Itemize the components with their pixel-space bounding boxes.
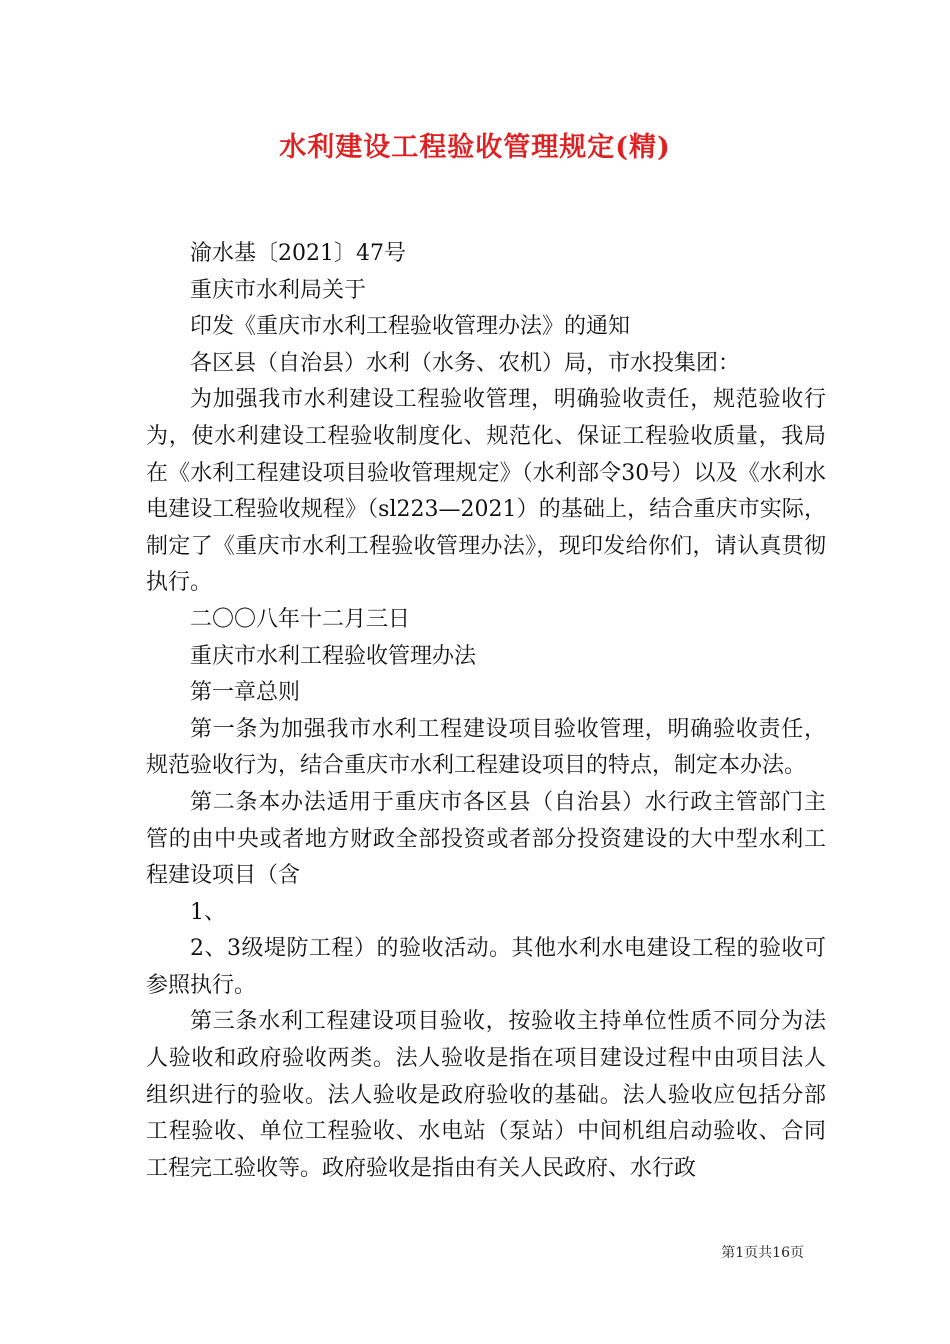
document-number: 渝水基〔2021〕47号 bbox=[190, 241, 406, 266]
notice-title: 印发《重庆市水利工程验收管理办法》的通知 bbox=[190, 314, 631, 340]
article-paragraph: 第三条水利工程建设项目验收，按验收主持单位性质不同分为法人验收和政府验收两类。法人验收是指在项目建设过程中由项目法人组织进行的验收。法人验收是政府验收的基础。法人验收应包括分部工程验收、单位工程验收、水电站（泵站）中间机组启动验收、合同工程完工验收等。政府验收是指由有关人民政府、水行政 bbox=[146, 1009, 826, 1181]
article-paragraph: 第一条为加强我市水利工程建设项目验收管理，明确验收责任，规范验收行为，结合重庆市水利工程建设项目的特点，制定本办法。 bbox=[146, 716, 826, 779]
issue-date: 二〇〇八年十二月三日 bbox=[190, 606, 411, 632]
chapter-heading: 第一章总则 bbox=[190, 680, 301, 706]
page-number-footer: 第1页共16页 bbox=[721, 1245, 804, 1261]
document-body bbox=[146, 236, 826, 1187]
article-paragraph: 第二条本办法适用于重庆市各区县（自治县）水行政主管部门主管的由中央或者地方财政全部投资或者部分投资建设的大中型水利工程建设项目（含 bbox=[146, 789, 826, 889]
addressee-line: 各区县（自治县）水利（水务、农机）局，市水投集团： bbox=[190, 350, 741, 376]
article-paragraph: 1、 bbox=[190, 899, 226, 925]
document-title: 水利建设工程验收管理规定(精) bbox=[279, 132, 671, 163]
article-paragraph: 2、3级堤防工程）的验收活动。其他水利水电建设工程的验收可参照执行。 bbox=[146, 936, 826, 998]
issuer-line: 重庆市水利局关于 bbox=[190, 277, 367, 303]
measures-title: 重庆市水利工程验收管理办法 bbox=[190, 643, 477, 669]
notice-body-paragraph: 为加强我市水利建设工程验收管理，明确验收责任，规范验收行为，使水利建设工程验收制度化、规范化、保证工程验收质量，我局在《水利工程建设项目验收管理规定》（水利部令30号）以及《水利水电建设工程验收规程》（sl223—2021）的基础上，结合重庆市实际，制定了《重庆市水利工程验收管理办法》，现印发给你们，请认真贯彻执行。 bbox=[146, 387, 826, 596]
